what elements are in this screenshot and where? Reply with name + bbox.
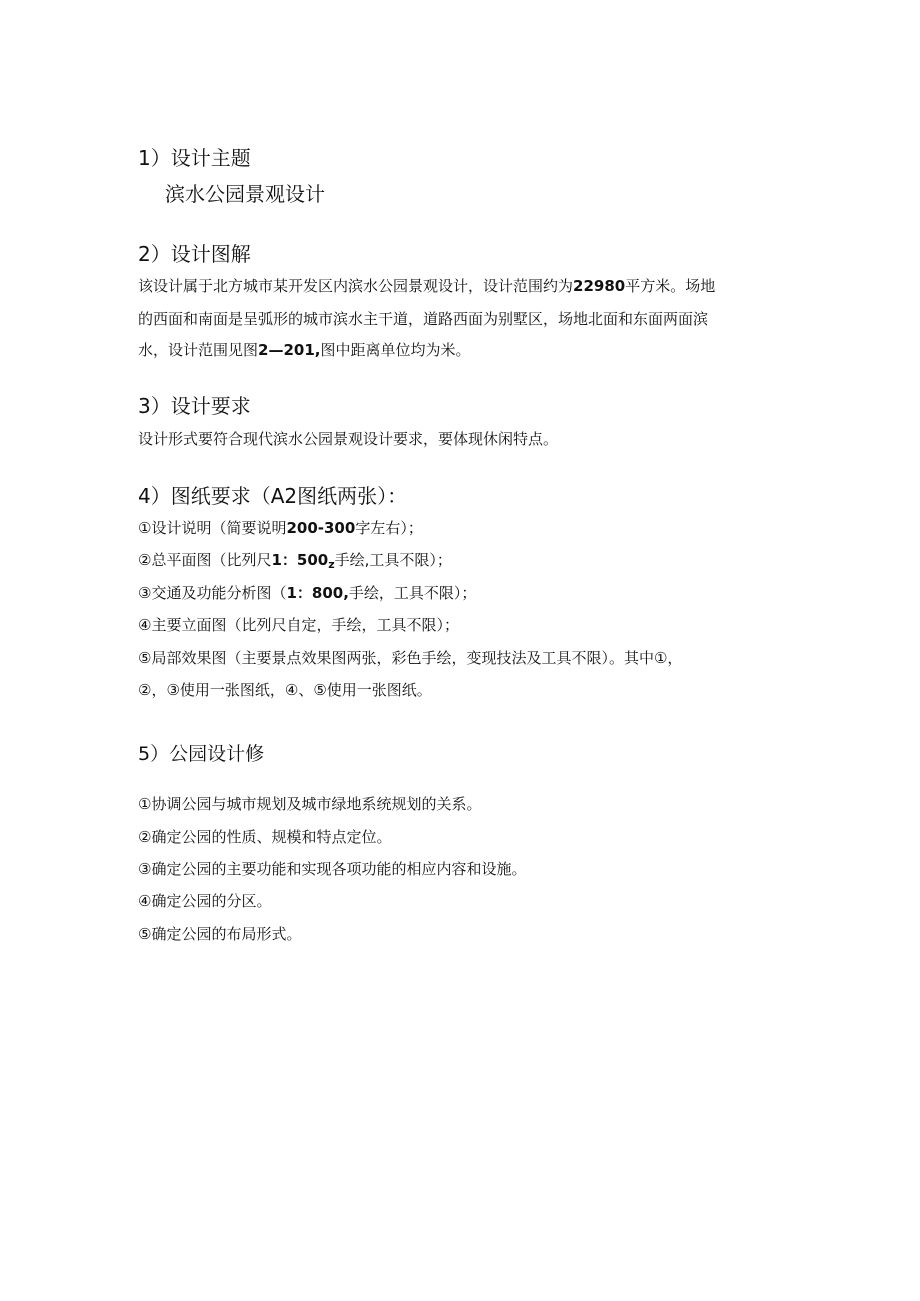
text-run: 手绘,工具不限）； [334, 551, 452, 569]
text-run: 图中距离单位均为米。 [320, 341, 471, 359]
list-item: ⑤确定公园的布局形式。 [138, 925, 302, 943]
drawing-item-5-line-1: ⑤局部效果图（主要景点效果图两张，彩色手绘，变现技法及工具不限）。其中①， [138, 649, 683, 667]
text-run: ②总平面图（比列尺 [138, 551, 272, 569]
list-item: ③确定公园的主要功能和实现各项功能的相应内容和设施。 [138, 860, 527, 878]
scale-value: 1：800, [286, 584, 349, 602]
text-run: 该设计属于北方城市某开发区内滨水公园景观设计，设计范围约为 [138, 277, 574, 295]
drawing-item-3 [138, 583, 476, 603]
figure-reference: 2—201, [258, 341, 321, 359]
text-run: 水，设计范围见图 [138, 341, 259, 359]
section-3-heading: 3）设计要求 [138, 394, 251, 418]
drawing-item-4: ④主要立面图（比列尺自定，手绘，工具不限）； [138, 616, 459, 634]
section-3-text: 设计形式要符合现代滨水公园景观设计要求，要体现休闲特点。 [138, 430, 559, 448]
list-item: ②确定公园的性质、规模和特点定位。 [138, 828, 392, 846]
drawing-item-1 [138, 518, 423, 538]
section-2-line-2: 的西面和南面是呈弧形的城市滨水主干道，道路西面为别墅区，场地北面和东面两面滨 [138, 310, 709, 328]
section-2-line-1 [138, 276, 715, 296]
stray-subscript: z [328, 558, 335, 571]
section-1-heading: 1）设计主题 [138, 146, 251, 170]
scale-value: 1：500 [271, 551, 329, 569]
text-run: 平方米。场地 [625, 277, 716, 295]
text-run: 手绘，工具不限）； [348, 584, 477, 602]
section-4-heading: 4）图纸要求（A2图纸两张）： [138, 484, 408, 508]
text-run: 字左右）； [355, 519, 423, 537]
design-theme-title: 滨水公园景观设计 [165, 182, 325, 206]
area-value: 22980 [573, 277, 626, 295]
text-run: ③交通及功能分析图（ [138, 584, 287, 602]
list-item: ④确定公园的分区。 [138, 892, 272, 910]
section-5-heading: 5）公园设计修 [138, 743, 265, 765]
word-count: 200-300 [286, 519, 356, 537]
text-run: ①设计说明（简要说明 [138, 519, 287, 537]
list-item: ①协调公园与城市规划及城市绿地系统规划的关系。 [138, 795, 482, 813]
section-2-line-3 [138, 340, 470, 360]
drawing-item-5-line-2: ②，③使用一张图纸，④、⑤使用一张图纸。 [138, 681, 432, 699]
drawing-item-2 [138, 550, 452, 575]
section-2-heading: 2）设计图解 [138, 242, 251, 266]
